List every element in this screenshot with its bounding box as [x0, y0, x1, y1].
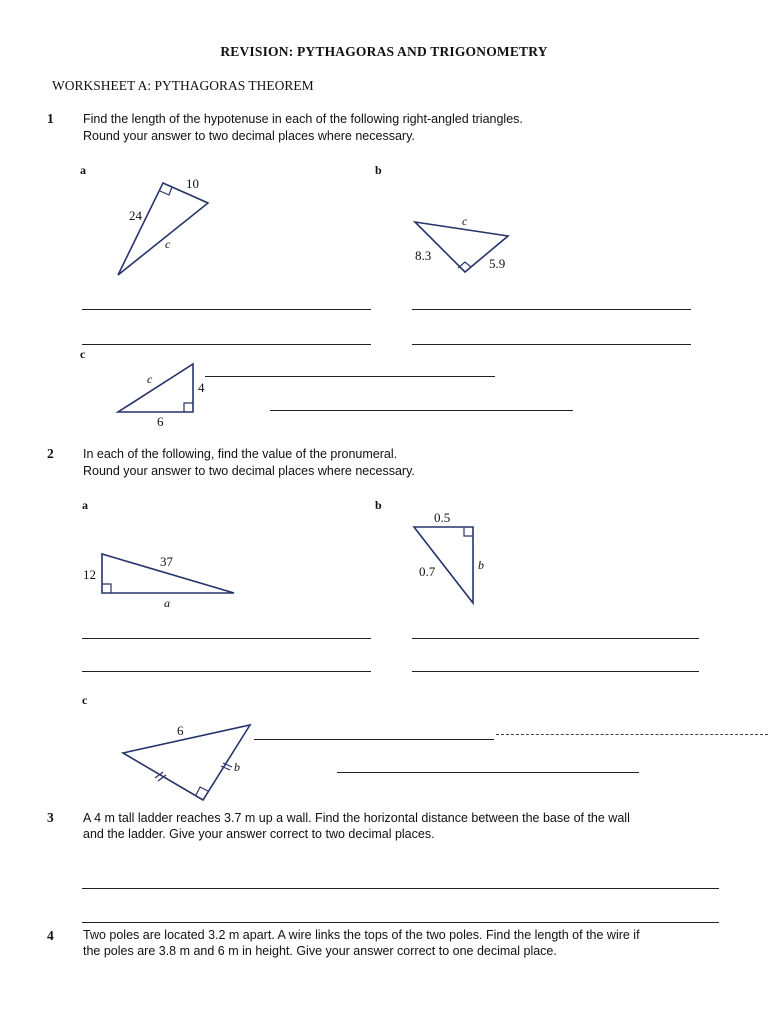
- question-3-line-1: A 4 m tall ladder reaches 3.7 m up a wall. Find the horizontal distance between the base of the wall: [83, 811, 630, 825]
- q1b-side-5-9: 5.9: [489, 256, 506, 271]
- answer-line[interactable]: [412, 344, 691, 345]
- q1a-side-24: 24: [129, 208, 142, 223]
- q1-part-b-label: b: [375, 163, 382, 177]
- question-1-line-1: Find the length of the hypotenuse in each of the following right-angled triangles.: [83, 112, 523, 126]
- q1-part-c-label: c: [80, 347, 86, 361]
- question-3-number: 3: [47, 810, 54, 825]
- question-2-text: [83, 446, 415, 480]
- answer-line[interactable]: [412, 671, 699, 672]
- answer-line[interactable]: [82, 638, 371, 639]
- q1a-side-10: 10: [186, 176, 199, 191]
- q2b-side-0-5: 0.5: [434, 510, 451, 525]
- q2a-hyp-37: 37: [160, 554, 173, 569]
- q2a-unknown-a: a: [164, 596, 170, 610]
- answer-line[interactable]: [82, 922, 719, 923]
- q2b-triangle: [405, 505, 505, 610]
- dashed-answer-line[interactable]: [496, 734, 768, 735]
- answer-line[interactable]: [82, 344, 371, 345]
- q1c-hyp-c: c: [147, 372, 153, 386]
- q1c-side-4: 4: [198, 380, 205, 395]
- q2-part-a-label: a: [82, 498, 88, 512]
- q1c-side-6: 6: [157, 414, 164, 429]
- question-4-line-2: the poles are 3.8 m and 6 m in height. Give your answer correct to one decimal place.: [83, 944, 557, 958]
- question-2-line-1: In each of the following, find the value of the pronumeral.: [83, 447, 398, 461]
- answer-line[interactable]: [337, 772, 639, 773]
- answer-line[interactable]: [82, 309, 371, 310]
- answer-line[interactable]: [412, 638, 699, 639]
- q1b-triangle: [405, 210, 525, 285]
- question-3-line-2: and the ladder. Give your answer correct to two decimal places.: [83, 827, 435, 841]
- answer-line[interactable]: [254, 739, 494, 740]
- answer-line[interactable]: [412, 309, 691, 310]
- question-1-number: 1: [47, 111, 54, 126]
- question-1-text: [83, 111, 523, 145]
- answer-line[interactable]: [270, 410, 573, 411]
- q2b-hyp-0-7: 0.7: [419, 564, 436, 579]
- q1c-triangle: [110, 355, 210, 430]
- q2c-hyp-6: 6: [177, 723, 184, 738]
- question-4-line-1: Two poles are located 3.2 m apart. A wire links the tops of the two poles. Find the length of the wire if: [83, 928, 640, 942]
- q2c-unknown-b: b: [234, 760, 240, 774]
- question-4-text: [83, 927, 723, 959]
- question-2-number: 2: [47, 446, 54, 461]
- question-4-number: 4: [47, 928, 54, 943]
- q2-part-b-label: b: [375, 498, 382, 512]
- q1-part-a-label: a: [80, 163, 86, 177]
- q1a-hyp-c: c: [165, 237, 171, 251]
- q1a-triangle: [100, 170, 230, 285]
- question-2-line-2: Round your answer to two decimal places where necessary.: [83, 464, 415, 478]
- q2a-side-12: 12: [83, 567, 96, 582]
- section-heading: WORKSHEET A: PYTHAGORAS THEOREM: [52, 78, 314, 93]
- q2a-triangle: [75, 545, 245, 615]
- answer-line[interactable]: [82, 888, 719, 889]
- q2c-triangle: [115, 718, 260, 808]
- q1b-side-8-3: 8.3: [415, 248, 432, 263]
- q2-part-c-label: c: [82, 693, 88, 707]
- question-1-line-2: Round your answer to two decimal places where necessary.: [83, 129, 415, 143]
- question-3-text: [83, 810, 723, 842]
- q2b-unknown-b: b: [478, 558, 484, 572]
- answer-line[interactable]: [205, 376, 495, 377]
- answer-line[interactable]: [82, 671, 371, 672]
- q1b-hyp-c: c: [462, 214, 468, 228]
- page-title: REVISION: PYTHAGORAS AND TRIGONOMETRY: [220, 44, 548, 59]
